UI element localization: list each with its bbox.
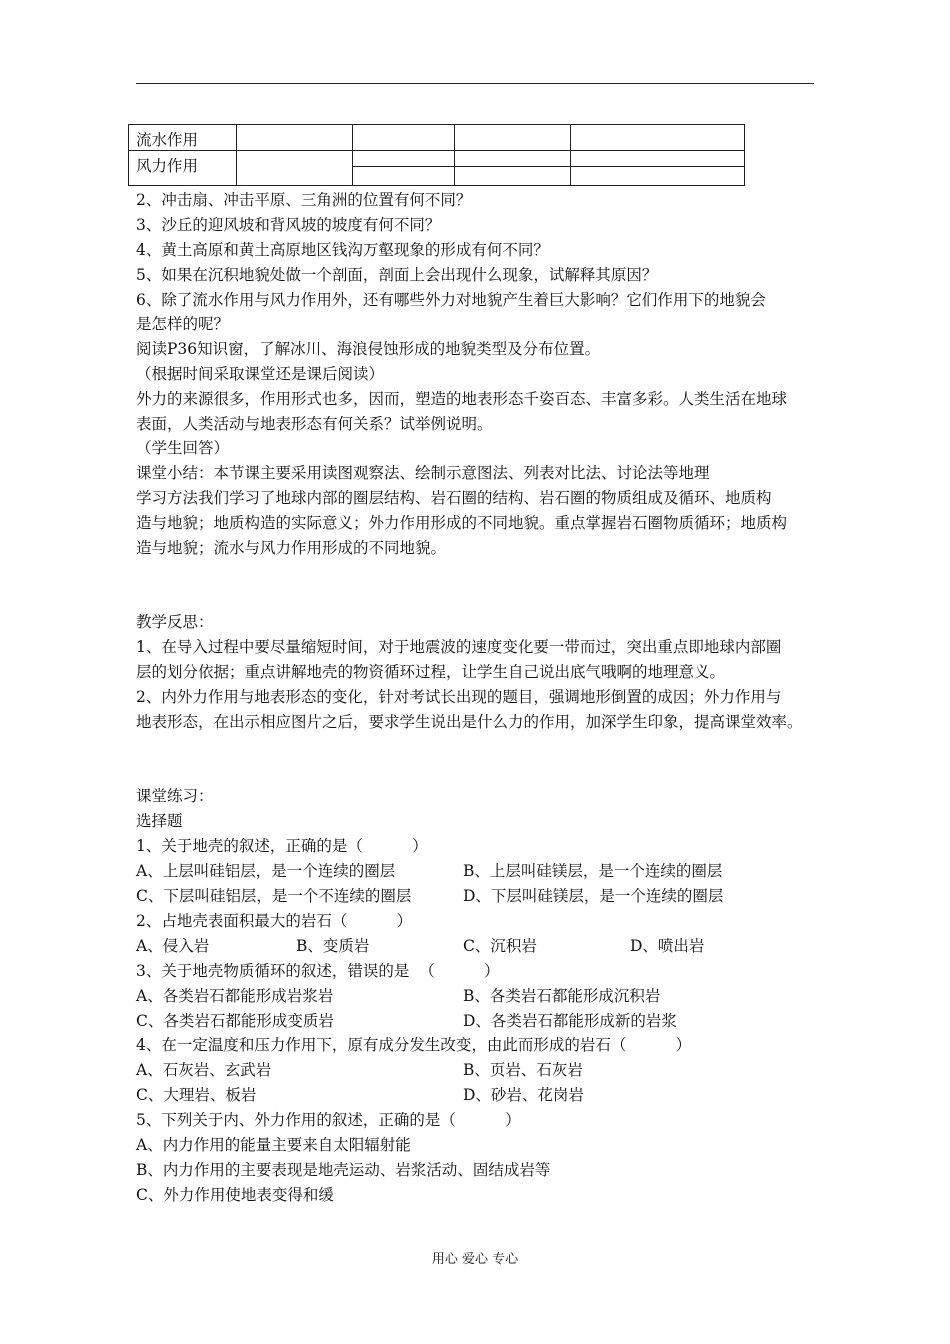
exercise-q5-option-b: B、内力作用的主要表现是地壳运动、岩浆活动、固结成岩等 — [136, 1161, 551, 1179]
reflection-title: 教学反思： — [136, 613, 214, 631]
exercise-q2: 2、占地壳表面积最大的岩石（ ） — [136, 912, 413, 930]
exercise-q5-option-c: C、外力作用使地表变得和缓 — [136, 1186, 334, 1204]
reflection-line-3: 2、内外力作用与地表形态的变化，针对考试长出现的题目，强调地形倒置的成因；外力作用与 — [136, 688, 782, 706]
reflection-line-2: 层的划分依据；重点讲解地壳的物资循环过程，让学生自己说出底气哦啊的地理意义。 — [136, 663, 726, 681]
exercise-q2-option-d: D、喷出岩 — [630, 937, 705, 955]
header-rule — [136, 83, 814, 84]
exercise-q1: 1、关于地壳的叙述，正确的是（ ） — [136, 837, 428, 855]
discussion-line-1: 外力的来源很多，作用形式也多，因而，塑造的地表形态千姿百态、丰富多彩。人类生活在地球 — [136, 390, 788, 408]
exercise-q3-option-d: D、各类岩石都能形成新的岩浆 — [463, 1012, 677, 1030]
exercise-q2-option-a: A、侵入岩 — [136, 937, 210, 955]
exercise-q3-option-a: A、各类岩石都能形成岩浆岩 — [136, 987, 334, 1005]
summary-line-1: 课堂小结：本节课主要采用读图观察法、绘制示意图法、列表对比法、讨论法等地理 — [136, 464, 710, 482]
exercise-q4: 4、在一定温度和压力作用下，原有成分发生改变，由此而形成的岩石（ ） — [136, 1036, 692, 1054]
exercise-q1-option-b: B、上层叫硅镁层，是一个连续的圈层 — [463, 862, 723, 880]
exercise-title: 课堂练习： — [136, 787, 214, 805]
exercise-q4-option-d: D、砂岩、花岗岩 — [463, 1086, 584, 1104]
summary-line-4: 造与地貌；流水与风力作用形成的不同地貌。 — [136, 539, 447, 557]
table-row-label-wind: 风力作用 — [136, 157, 199, 175]
question-3: 3、沙丘的迎风坡和背风坡的坡度有何不同？ — [136, 216, 441, 234]
exercise-subtitle: 选择题 — [136, 812, 183, 830]
question-5: 5、如果在沉积地貌处做一个剖面，剖面上会出现什么现象，试解释其原因？ — [136, 266, 658, 284]
question-6: 6、除了流水作用与风力作用外，还有哪些外力对地貌产生着巨大影响？它们作用下的地貌会 — [136, 291, 766, 309]
table-row-label-water: 流水作用 — [136, 131, 199, 149]
exercise-q4-option-a: A、石灰岩、玄武岩 — [136, 1061, 272, 1079]
page-footer: 用心 爱心 专心 — [431, 1252, 519, 1267]
exercise-q2-option-c: C、沉积岩 — [463, 937, 537, 955]
exercise-q4-option-b: B、页岩、石灰岩 — [463, 1061, 583, 1079]
reading-note: （根据时间采取课堂还是课后阅读） — [136, 365, 385, 383]
exercise-q4-option-c: C、大理岩、板岩 — [136, 1086, 257, 1104]
exercise-q5-option-a: A、内力作用的能量主要来自太阳辐射能 — [136, 1136, 411, 1154]
exercise-q1-option-d: D、下层叫硅镁层，是一个连续的圈层 — [463, 887, 724, 905]
exercise-q1-option-a: A、上层叫硅铝层，是一个连续的圈层 — [136, 862, 396, 880]
student-answer: （学生回答） — [136, 439, 230, 457]
comparison-table — [128, 124, 745, 186]
summary-line-2: 学习方法我们学习了地球内部的圈层结构、岩石圈的结构、岩石圈的物质组成及循环、地质构 — [136, 489, 772, 507]
exercise-q3-option-c: C、各类岩石都能形成变质岩 — [136, 1012, 334, 1030]
exercise-q5: 5、下列关于内、外力作用的叙述，正确的是（ ） — [136, 1111, 521, 1129]
question-4: 4、黄土高原和黄土高原地区钱沟万壑现象的形成有何不同？ — [136, 241, 549, 259]
question-6-cont: 是怎样的呢？ — [136, 315, 230, 333]
reading-text: 阅读P36知识窗，了解冰川、海浪侵蚀形成的地貌类型及分布位置。 — [136, 340, 601, 358]
exercise-q2-option-b: B、变质岩 — [296, 937, 370, 955]
discussion-line-2: 表面，人类活动与地表形态有何关系？试举例说明。 — [136, 415, 493, 433]
question-2: 2、冲击扇、冲击平原、三角洲的位置有何不同？ — [136, 191, 472, 209]
reflection-line-4: 地表形态，在出示相应图片之后，要求学生说出是什么力的作用，加深学生印象，提高课堂效率。 — [136, 713, 803, 731]
exercise-q3: 3、关于地壳物质循环的叙述，错误的是 （ ） — [136, 962, 500, 980]
exercise-q1-option-c: C、下层叫硅铝层，是一个不连续的圈层 — [136, 887, 412, 905]
summary-line-3: 造与地貌；地质构造的实际意义；外力作用形成的不同地貌。重点掌握岩石圈物质循环；地质构 — [136, 514, 788, 532]
exercise-q3-option-b: B、各类岩石都能形成沉积岩 — [463, 987, 661, 1005]
reflection-line-1: 1、在导入过程中要尽量缩短时间，对于地震波的速度变化要一带而过，突出重点即地球内部圈 — [136, 638, 782, 656]
